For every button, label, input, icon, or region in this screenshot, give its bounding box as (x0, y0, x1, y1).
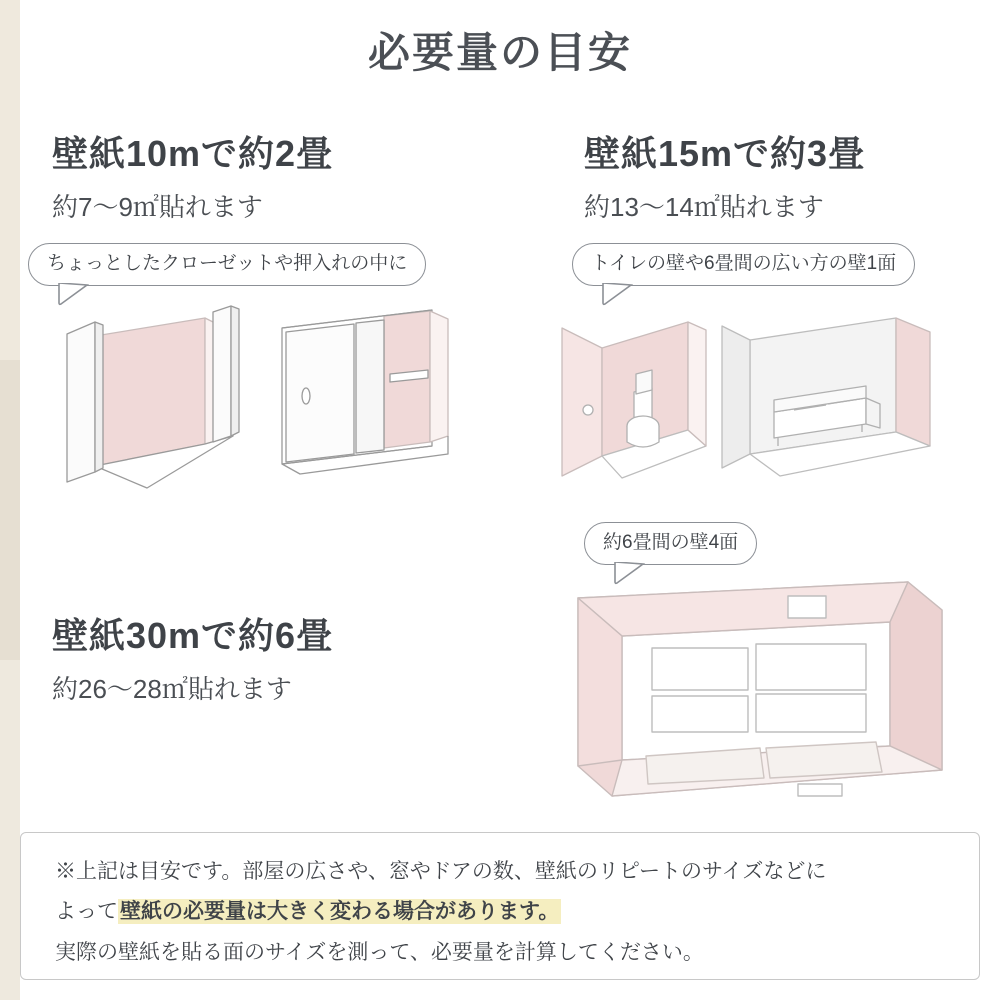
toilet-room-illustration (556, 300, 716, 490)
section-10m-text (52, 126, 333, 224)
section-15m-text (584, 126, 865, 224)
section-15m-headline: 壁紙15mで約3畳 (584, 133, 866, 174)
section-15m-subline: 約13〜14㎡貼れます (584, 192, 824, 222)
section-10m-bubble-label: ちょっとしたクローゼットや押入れの中に (47, 253, 408, 274)
note-line-1: ※上記は目安です。部屋の広さや、窓やドアの数、壁紙のリピートのサイズなどに (55, 860, 827, 883)
six-tatami-room-illustration (560, 570, 960, 820)
note-line-2-highlight: 壁紙の必要量は大きく変わる場合があります。 (120, 900, 560, 924)
section-30m-headline: 壁紙30mで約6畳 (52, 615, 334, 656)
note-line-3: 実際の壁紙を貼る面のサイズを測って、必要量を計算してください。 (55, 940, 704, 964)
note-box (20, 832, 980, 980)
living-room-one-wall-illustration (716, 300, 946, 490)
note-line-2-prefix: よって (55, 900, 118, 924)
section-15m-bubble (572, 243, 915, 286)
section-30m-text (52, 608, 333, 706)
section-30m-bubble-label: 約6畳間の壁4面 (603, 532, 739, 553)
strip-segment-bottom (0, 660, 20, 1000)
section-30m-bubble (584, 522, 757, 565)
left-color-strip (0, 0, 20, 1000)
strip-segment-middle (0, 360, 20, 660)
section-10m-subline: 約7〜9㎡貼れます (52, 192, 263, 222)
page-title: 必要量の目安 (367, 29, 632, 76)
sliding-closet-illustration (272, 296, 472, 486)
closet-open-door-illustration (55, 296, 270, 496)
section-10m-headline: 壁紙10mで約2畳 (52, 133, 334, 174)
note-line-2 (55, 897, 945, 927)
section-30m-subline: 約26〜28㎡貼れます (52, 674, 292, 704)
section-15m-bubble-label: トイレの壁や6畳間の広い方の壁1面 (591, 253, 897, 274)
section-10m-bubble (28, 243, 426, 286)
